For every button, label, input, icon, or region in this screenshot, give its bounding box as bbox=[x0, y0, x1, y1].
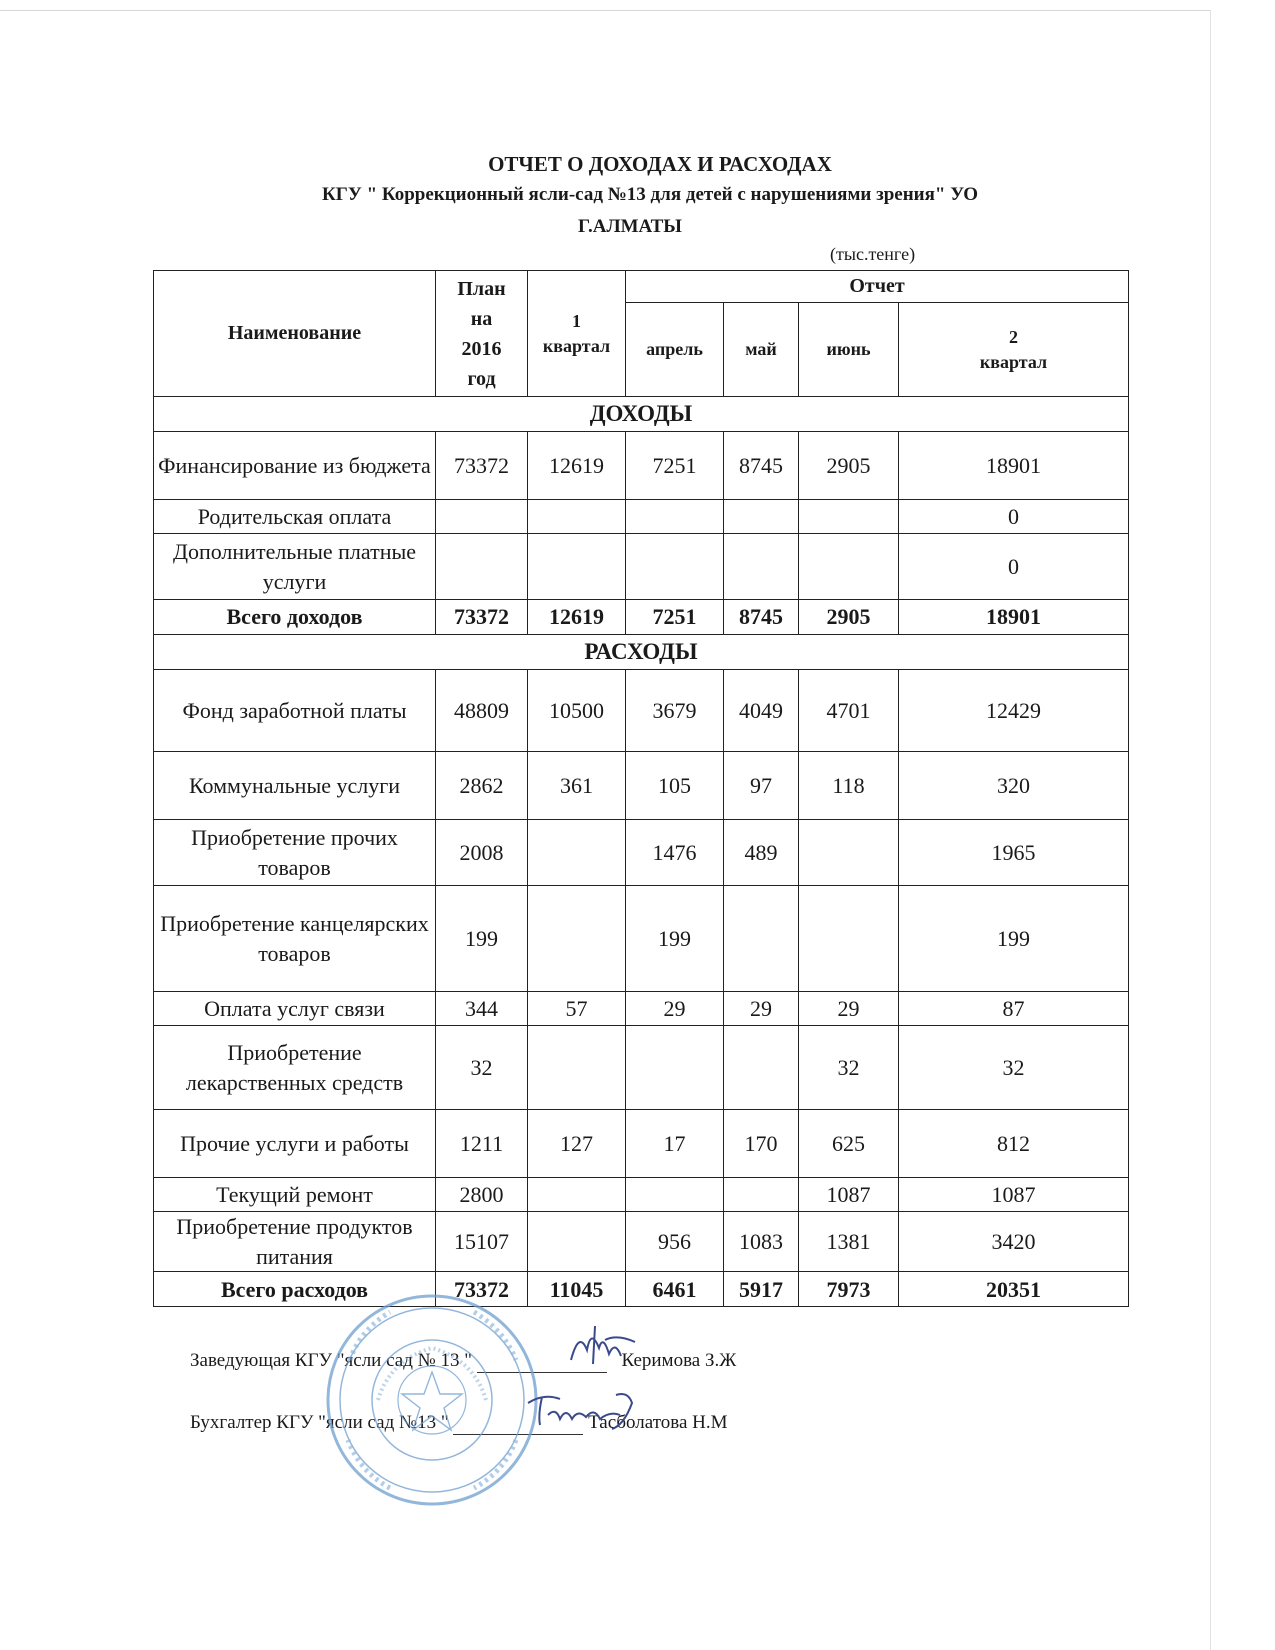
cell-name: Коммунальные услуги bbox=[154, 752, 436, 820]
cell-q1 bbox=[528, 500, 626, 534]
total-row bbox=[154, 600, 1129, 635]
header-q1: 1 квартал bbox=[528, 271, 626, 397]
cell-q2: 1965 bbox=[899, 820, 1129, 886]
table-row bbox=[154, 534, 1129, 600]
expense-section-header-label: РАСХОДЫ bbox=[154, 635, 1129, 670]
cell-q1 bbox=[528, 1026, 626, 1110]
cell-q2: 3420 bbox=[899, 1212, 1129, 1272]
cell-june: 625 bbox=[799, 1110, 899, 1178]
header-q2: 2 квартал bbox=[899, 303, 1129, 397]
cell-april: 7251 bbox=[626, 432, 724, 500]
header-plan: План на 2016 год bbox=[436, 271, 528, 397]
cell-plan: 199 bbox=[436, 886, 528, 992]
cell-name: Прочие услуги и работы bbox=[154, 1110, 436, 1178]
cell-may bbox=[724, 1026, 799, 1110]
cell-may: 8745 bbox=[724, 432, 799, 500]
cell-q1 bbox=[528, 534, 626, 600]
total-row bbox=[154, 1272, 1129, 1307]
table-row bbox=[154, 886, 1129, 992]
income-section-header-label: ДОХОДЫ bbox=[154, 397, 1129, 432]
cell-q2: 18901 bbox=[899, 432, 1129, 500]
header-may: май bbox=[724, 303, 799, 397]
header-june: июнь bbox=[799, 303, 899, 397]
cell-plan bbox=[436, 534, 528, 600]
cell-q1 bbox=[528, 1178, 626, 1212]
cell-q2: 320 bbox=[899, 752, 1129, 820]
cell-name: Всего расходов bbox=[154, 1272, 436, 1307]
cell-april: 29 bbox=[626, 992, 724, 1026]
cell-q1: 361 bbox=[528, 752, 626, 820]
cell-q2: 0 bbox=[899, 500, 1129, 534]
cell-may: 5917 bbox=[724, 1272, 799, 1307]
table-row bbox=[154, 670, 1129, 752]
cell-plan: 15107 bbox=[436, 1212, 528, 1272]
expense-section-header bbox=[154, 635, 1129, 670]
cell-name: Приобретение прочих товаров bbox=[154, 820, 436, 886]
cell-april bbox=[626, 500, 724, 534]
cell-q2: 812 bbox=[899, 1110, 1129, 1178]
cell-q1: 11045 bbox=[528, 1272, 626, 1307]
cell-may: 489 bbox=[724, 820, 799, 886]
units-label: (тыс.тенге) bbox=[830, 244, 916, 264]
cell-may: 97 bbox=[724, 752, 799, 820]
cell-april bbox=[626, 534, 724, 600]
document-subtitle-line1: КГУ " Коррекционный ясли-сад №13 для детей с нарушениями зрения" УО bbox=[322, 184, 978, 205]
cell-may bbox=[724, 886, 799, 992]
cell-may: 1083 bbox=[724, 1212, 799, 1272]
cell-june bbox=[799, 820, 899, 886]
cell-name: Приобретение лекарственных средств bbox=[154, 1026, 436, 1110]
cell-june bbox=[799, 886, 899, 992]
table-row bbox=[154, 1212, 1129, 1272]
cell-june: 2905 bbox=[799, 600, 899, 635]
cell-plan: 73372 bbox=[436, 1272, 528, 1307]
report-table bbox=[153, 270, 1129, 1307]
cell-june: 29 bbox=[799, 992, 899, 1026]
table-row bbox=[154, 1110, 1129, 1178]
cell-april: 1476 bbox=[626, 820, 724, 886]
cell-q1 bbox=[528, 820, 626, 886]
cell-plan: 32 bbox=[436, 1026, 528, 1110]
cell-name: Оплата услуг связи bbox=[154, 992, 436, 1026]
cell-may: 29 bbox=[724, 992, 799, 1026]
cell-plan: 73372 bbox=[436, 432, 528, 500]
round-stamp bbox=[320, 1290, 545, 1510]
cell-june: 1087 bbox=[799, 1178, 899, 1212]
cell-plan: 2800 bbox=[436, 1178, 528, 1212]
cell-name: Всего доходов bbox=[154, 600, 436, 635]
cell-june bbox=[799, 534, 899, 600]
cell-q2: 199 bbox=[899, 886, 1129, 992]
accountant-name: Тасболатова Н.М bbox=[588, 1412, 728, 1433]
head-signature bbox=[565, 1320, 645, 1370]
cell-plan: 48809 bbox=[436, 670, 528, 752]
cell-q2: 18901 bbox=[899, 600, 1129, 635]
cell-may bbox=[724, 500, 799, 534]
income-section-header bbox=[154, 397, 1129, 432]
cell-april: 6461 bbox=[626, 1272, 724, 1307]
head-label: Заведующая КГУ "ясли сад № 13 " bbox=[190, 1350, 472, 1371]
table-row bbox=[154, 820, 1129, 886]
cell-name: Приобретение продуктов питания bbox=[154, 1212, 436, 1272]
cell-q1 bbox=[528, 1212, 626, 1272]
cell-april: 3679 bbox=[626, 670, 724, 752]
header-report: Отчет bbox=[626, 271, 1129, 303]
cell-q2: 20351 bbox=[899, 1272, 1129, 1307]
table-row bbox=[154, 752, 1129, 820]
cell-q1: 10500 bbox=[528, 670, 626, 752]
cell-june bbox=[799, 500, 899, 534]
cell-q2: 0 bbox=[899, 534, 1129, 600]
document-subtitle-line2: Г.АЛМАТЫ bbox=[578, 216, 682, 237]
cell-may: 170 bbox=[724, 1110, 799, 1178]
cell-april: 17 bbox=[626, 1110, 724, 1178]
cell-may bbox=[724, 534, 799, 600]
cell-q2: 1087 bbox=[899, 1178, 1129, 1212]
cell-q2: 87 bbox=[899, 992, 1129, 1026]
cell-q2: 12429 bbox=[899, 670, 1129, 752]
cell-june: 7973 bbox=[799, 1272, 899, 1307]
cell-name: Текущий ремонт bbox=[154, 1178, 436, 1212]
cell-plan bbox=[436, 500, 528, 534]
table-row bbox=[154, 992, 1129, 1026]
cell-april bbox=[626, 1026, 724, 1110]
cell-plan: 344 bbox=[436, 992, 528, 1026]
cell-q1 bbox=[528, 886, 626, 992]
cell-june: 2905 bbox=[799, 432, 899, 500]
head-name: Керимова З.Ж bbox=[621, 1350, 737, 1371]
cell-april: 956 bbox=[626, 1212, 724, 1272]
cell-june: 32 bbox=[799, 1026, 899, 1110]
table-row bbox=[154, 1178, 1129, 1212]
cell-plan: 1211 bbox=[436, 1110, 528, 1178]
cell-april: 105 bbox=[626, 752, 724, 820]
cell-may bbox=[724, 1178, 799, 1212]
cell-june: 4701 bbox=[799, 670, 899, 752]
accountant-label: Бухгалтер КГУ "ясли сад №13 " bbox=[190, 1412, 449, 1433]
cell-q1: 127 bbox=[528, 1110, 626, 1178]
header-name: Наименование bbox=[154, 271, 436, 397]
cell-may: 8745 bbox=[724, 600, 799, 635]
cell-name: Дополнительные платные услуги bbox=[154, 534, 436, 600]
cell-q1: 57 bbox=[528, 992, 626, 1026]
table-row bbox=[154, 1026, 1129, 1110]
document-title: ОТЧЕТ О ДОХОДАХ И РАСХОДАХ bbox=[488, 152, 832, 176]
cell-q2: 32 bbox=[899, 1026, 1129, 1110]
scan-edge-top bbox=[0, 10, 1210, 11]
cell-name: Финансирование из бюджета bbox=[154, 432, 436, 500]
accountant-signature bbox=[520, 1385, 640, 1435]
cell-q1: 12619 bbox=[528, 432, 626, 500]
cell-may: 4049 bbox=[724, 670, 799, 752]
cell-april: 199 bbox=[626, 886, 724, 992]
cell-june: 1381 bbox=[799, 1212, 899, 1272]
cell-name: Приобретение канцелярских товаров bbox=[154, 886, 436, 992]
cell-plan: 73372 bbox=[436, 600, 528, 635]
scan-edge-right bbox=[1210, 10, 1211, 1650]
cell-name: Фонд заработной платы bbox=[154, 670, 436, 752]
cell-plan: 2008 bbox=[436, 820, 528, 886]
table-row bbox=[154, 500, 1129, 534]
cell-april bbox=[626, 1178, 724, 1212]
cell-q1: 12619 bbox=[528, 600, 626, 635]
cell-april: 7251 bbox=[626, 600, 724, 635]
header-april: апрель bbox=[626, 303, 724, 397]
cell-june: 118 bbox=[799, 752, 899, 820]
cell-name: Родительская оплата bbox=[154, 500, 436, 534]
cell-plan: 2862 bbox=[436, 752, 528, 820]
table-row bbox=[154, 432, 1129, 500]
